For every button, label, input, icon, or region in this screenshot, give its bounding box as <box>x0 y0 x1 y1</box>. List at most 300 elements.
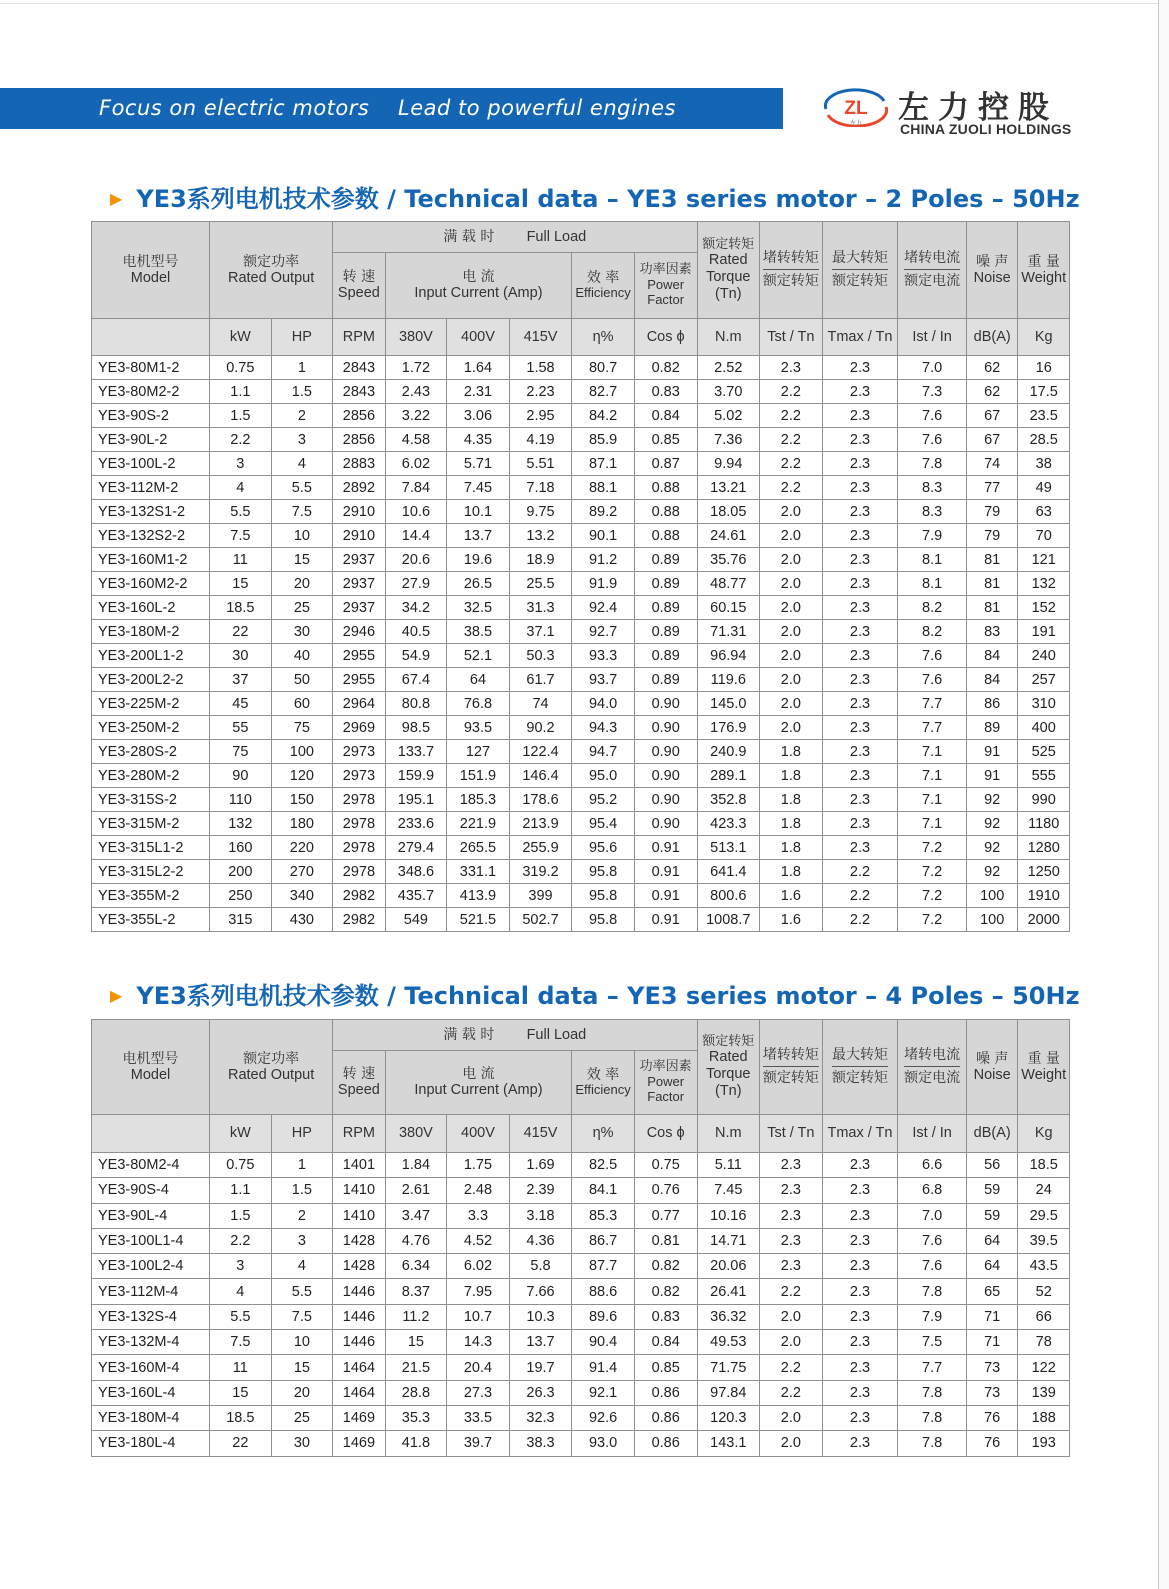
value-cell: 2978 <box>333 860 385 884</box>
value-cell: 525 <box>1018 740 1070 764</box>
table-row <box>92 1405 1070 1430</box>
value-cell: 2.0 <box>760 668 823 692</box>
value-cell: 7.2 <box>898 836 967 860</box>
table-row <box>92 548 1070 572</box>
unit-cell: N.m <box>697 319 760 356</box>
header-model: 电机型号 Model <box>92 1020 210 1115</box>
value-cell: 13.7 <box>509 1330 572 1355</box>
value-cell: 1.6 <box>760 908 823 932</box>
value-cell: 90.1 <box>572 524 635 548</box>
table-row <box>92 1431 1070 1456</box>
value-cell: 50 <box>271 668 333 692</box>
value-cell: 2982 <box>333 908 385 932</box>
table-row <box>92 428 1070 452</box>
value-cell: 132 <box>210 812 272 836</box>
value-cell: 2.3 <box>822 500 898 524</box>
value-cell: 23.5 <box>1018 404 1070 428</box>
value-cell: 555 <box>1018 764 1070 788</box>
value-cell: 2.0 <box>760 596 823 620</box>
value-cell: 90.4 <box>572 1330 635 1355</box>
value-cell: 5.02 <box>697 404 760 428</box>
table-row <box>92 1279 1070 1304</box>
table-row <box>92 1153 1070 1178</box>
value-cell: 5.5 <box>210 1304 272 1329</box>
value-cell: 7.2 <box>898 884 967 908</box>
value-cell: 88.6 <box>572 1279 635 1304</box>
header-max-torque: 最大转矩 额定转矩 <box>822 222 898 319</box>
value-cell: 132 <box>1018 572 1070 596</box>
value-cell: 0.75 <box>210 1153 272 1178</box>
model-cell: YE3-90S-4 <box>92 1178 210 1203</box>
value-cell: 1464 <box>333 1380 385 1405</box>
header-rated-output: 额定功率 Rated Output <box>210 222 333 319</box>
value-cell: 92.7 <box>572 620 635 644</box>
value-cell: 139 <box>1018 1380 1070 1405</box>
value-cell: 310 <box>1018 692 1070 716</box>
value-cell: 150 <box>271 788 333 812</box>
value-cell: 8.3 <box>898 476 967 500</box>
value-cell: 240.9 <box>697 740 760 764</box>
value-cell: 8.1 <box>898 548 967 572</box>
value-cell: 9.94 <box>697 452 760 476</box>
value-cell: 7.36 <box>697 428 760 452</box>
model-cell: YE3-132S2-2 <box>92 524 210 548</box>
value-cell: 7.84 <box>385 476 447 500</box>
value-cell: 1.58 <box>509 356 572 380</box>
model-cell: YE3-200L1-2 <box>92 644 210 668</box>
value-cell: 13.2 <box>509 524 572 548</box>
value-cell: 1.8 <box>760 812 823 836</box>
header-rated-torque: 额定转矩 Rated Torque (Tn) <box>697 1020 760 1115</box>
value-cell: 4.36 <box>509 1228 572 1253</box>
value-cell: 20.06 <box>697 1254 760 1279</box>
value-cell: 2.3 <box>822 1405 898 1430</box>
value-cell: 24.61 <box>697 524 760 548</box>
value-cell: 66 <box>1018 1304 1070 1329</box>
value-cell: 2.39 <box>509 1178 572 1203</box>
value-cell: 59 <box>966 1203 1017 1228</box>
value-cell: 1446 <box>333 1304 385 1329</box>
unit-cell: 415V <box>509 319 572 356</box>
value-cell: 30 <box>210 644 272 668</box>
value-cell: 0.90 <box>634 764 697 788</box>
value-cell: 6.02 <box>447 1254 510 1279</box>
value-cell: 2.3 <box>822 1380 898 1405</box>
value-cell: 86.7 <box>572 1228 635 1253</box>
value-cell: 27.9 <box>385 572 447 596</box>
value-cell: 93.5 <box>447 716 510 740</box>
value-cell: 0.75 <box>210 356 272 380</box>
value-cell: 71 <box>966 1304 1017 1329</box>
value-cell: 7.8 <box>898 1380 967 1405</box>
value-cell: 7.5 <box>210 1330 272 1355</box>
value-cell: 7.9 <box>898 1304 967 1329</box>
value-cell: 62 <box>966 356 1017 380</box>
value-cell: 15 <box>210 1380 272 1405</box>
company-logo <box>822 82 1082 140</box>
value-cell: 121 <box>1018 548 1070 572</box>
value-cell: 48.77 <box>697 572 760 596</box>
value-cell: 2978 <box>333 788 385 812</box>
value-cell: 5.71 <box>447 452 510 476</box>
model-cell: YE3-160M-4 <box>92 1355 210 1380</box>
table-row <box>92 572 1070 596</box>
value-cell: 61.7 <box>509 668 572 692</box>
value-cell: 0.89 <box>634 620 697 644</box>
value-cell: 233.6 <box>385 812 447 836</box>
value-cell: 2.3 <box>822 716 898 740</box>
value-cell: 79 <box>966 524 1017 548</box>
value-cell: 7.1 <box>898 764 967 788</box>
model-cell: YE3-100L-2 <box>92 452 210 476</box>
value-cell: 73 <box>966 1355 1017 1380</box>
value-cell: 0.90 <box>634 716 697 740</box>
value-cell: 0.84 <box>634 404 697 428</box>
value-cell: 2.2 <box>760 380 823 404</box>
section-title-4-poles <box>110 980 1080 1012</box>
value-cell: 25 <box>271 596 333 620</box>
value-cell: 2.2 <box>760 452 823 476</box>
value-cell: 49.53 <box>697 1330 760 1355</box>
value-cell: 91 <box>966 764 1017 788</box>
table-row <box>92 908 1070 932</box>
value-cell: 122.4 <box>509 740 572 764</box>
value-cell: 641.4 <box>697 860 760 884</box>
data-table-2-poles <box>91 221 1070 932</box>
value-cell: 84.2 <box>572 404 635 428</box>
units-row <box>92 1115 1070 1153</box>
value-cell: 110 <box>210 788 272 812</box>
value-cell: 39.7 <box>447 1431 510 1456</box>
value-cell: 91.9 <box>572 572 635 596</box>
header-locked-rotor-current: 堵转电流 额定电流 <box>898 1020 967 1115</box>
value-cell: 89 <box>966 716 1017 740</box>
triangle-bullet-icon: ▶ <box>110 986 123 1005</box>
value-cell: 3.22 <box>385 404 447 428</box>
header-locked-rotor-current: 堵转电流 额定电流 <box>898 222 967 319</box>
value-cell: 352.8 <box>697 788 760 812</box>
value-cell: 2982 <box>333 884 385 908</box>
value-cell: 71.75 <box>697 1355 760 1380</box>
value-cell: 160 <box>210 836 272 860</box>
value-cell: 0.83 <box>634 380 697 404</box>
value-cell: 11.2 <box>385 1304 447 1329</box>
table-row <box>92 1203 1070 1228</box>
value-cell: 340 <box>271 884 333 908</box>
value-cell: 2.2 <box>822 884 898 908</box>
model-cell: YE3-132S-4 <box>92 1304 210 1329</box>
value-cell: 6.34 <box>385 1254 447 1279</box>
value-cell: 176.9 <box>697 716 760 740</box>
model-cell: YE3-315M-2 <box>92 812 210 836</box>
table-body <box>92 1153 1070 1457</box>
model-cell: YE3-90S-2 <box>92 404 210 428</box>
model-cell: YE3-90L-4 <box>92 1203 210 1228</box>
table-row <box>92 524 1070 548</box>
value-cell: 1446 <box>333 1330 385 1355</box>
value-cell: 28.5 <box>1018 428 1070 452</box>
header-full-load: 满 载 时 Full Load <box>333 1020 697 1051</box>
value-cell: 17.5 <box>1018 380 1070 404</box>
header-weight: 重 量 Weight <box>1018 222 1070 319</box>
zl-logo-icon <box>822 87 890 127</box>
value-cell: 67 <box>966 404 1017 428</box>
banner-slogan: Focus on electric motors Lead to powerful engines <box>99 96 676 120</box>
model-cell: YE3-315S-2 <box>92 788 210 812</box>
value-cell: 0.77 <box>634 1203 697 1228</box>
value-cell: 4 <box>210 476 272 500</box>
value-cell: 15 <box>385 1330 447 1355</box>
value-cell: 7.0 <box>898 356 967 380</box>
value-cell: 221.9 <box>447 812 510 836</box>
table-row <box>92 1355 1070 1380</box>
value-cell: 220 <box>271 836 333 860</box>
unit-cell: Ist / In <box>898 319 967 356</box>
value-cell: 54.9 <box>385 644 447 668</box>
value-cell: 3 <box>271 428 333 452</box>
value-cell: 2 <box>271 404 333 428</box>
value-cell: 67 <box>966 428 1017 452</box>
value-cell: 1469 <box>333 1405 385 1430</box>
value-cell: 82.5 <box>572 1153 635 1178</box>
unit-cell: HP <box>271 319 333 356</box>
value-cell: 2.43 <box>385 380 447 404</box>
value-cell: 7.2 <box>898 860 967 884</box>
value-cell: 2.3 <box>760 1228 823 1253</box>
value-cell: 93.3 <box>572 644 635 668</box>
value-cell: 2.2 <box>210 1228 272 1253</box>
unit-cell: 400V <box>447 1115 510 1153</box>
value-cell: 2.3 <box>822 452 898 476</box>
value-cell: 38.3 <box>509 1431 572 1456</box>
value-cell: 2.3 <box>760 1254 823 1279</box>
value-cell: 70 <box>1018 524 1070 548</box>
value-cell: 92.4 <box>572 596 635 620</box>
value-cell: 2937 <box>333 596 385 620</box>
value-cell: 2.3 <box>822 1431 898 1456</box>
value-cell: 1.84 <box>385 1153 447 1178</box>
value-cell: 146.4 <box>509 764 572 788</box>
value-cell: 0.89 <box>634 548 697 572</box>
value-cell: 120 <box>271 764 333 788</box>
value-cell: 5.5 <box>210 500 272 524</box>
value-cell: 200 <box>210 860 272 884</box>
value-cell: 2.3 <box>822 1330 898 1355</box>
value-cell: 2 <box>271 1203 333 1228</box>
value-cell: 15 <box>210 572 272 596</box>
value-cell: 7.0 <box>898 1203 967 1228</box>
value-cell: 1.1 <box>210 380 272 404</box>
value-cell: 87.7 <box>572 1254 635 1279</box>
value-cell: 3.3 <box>447 1203 510 1228</box>
value-cell: 3.18 <box>509 1203 572 1228</box>
table-row <box>92 860 1070 884</box>
value-cell: 81 <box>966 572 1017 596</box>
value-cell: 34.2 <box>385 596 447 620</box>
value-cell: 2883 <box>333 452 385 476</box>
header-locked-rotor-torque: 堵转转矩 额定转矩 <box>760 1020 823 1115</box>
header-input-current: 电 流 Input Current (Amp) <box>385 253 572 319</box>
logo-mark-subtext: 左力 <box>849 120 863 127</box>
value-cell: 2.2 <box>210 428 272 452</box>
value-cell: 0.89 <box>634 644 697 668</box>
table-row <box>92 740 1070 764</box>
model-cell: YE3-90L-2 <box>92 428 210 452</box>
value-cell: 2.3 <box>822 1228 898 1253</box>
value-cell: 91.2 <box>572 548 635 572</box>
value-cell: 91 <box>966 740 1017 764</box>
model-cell: YE3-355M-2 <box>92 884 210 908</box>
table-row <box>92 764 1070 788</box>
value-cell: 2.3 <box>822 692 898 716</box>
value-cell: 4.58 <box>385 428 447 452</box>
value-cell: 80.7 <box>572 356 635 380</box>
value-cell: 7.5 <box>271 1304 333 1329</box>
value-cell: 2978 <box>333 836 385 860</box>
value-cell: 36.32 <box>697 1304 760 1329</box>
model-cell: YE3-315L2-2 <box>92 860 210 884</box>
header-speed: 转 速 Speed <box>333 253 385 319</box>
value-cell: 0.91 <box>634 908 697 932</box>
header-full-load: 满 载 时 Full Load <box>333 222 697 253</box>
value-cell: 10.7 <box>447 1304 510 1329</box>
value-cell: 4.76 <box>385 1228 447 1253</box>
value-cell: 0.91 <box>634 884 697 908</box>
value-cell: 5.51 <box>509 452 572 476</box>
header-input-current: 电 流 Input Current (Amp) <box>385 1051 572 1115</box>
value-cell: 315 <box>210 908 272 932</box>
value-cell: 7.5 <box>271 500 333 524</box>
value-cell: 549 <box>385 908 447 932</box>
value-cell: 24 <box>1018 1178 1070 1203</box>
value-cell: 990 <box>1018 788 1070 812</box>
value-cell: 1.8 <box>760 836 823 860</box>
section-title-text: YE3系列电机技术参数 / Technical data – YE3 series motor – 2 Poles – 50Hz <box>136 185 1080 213</box>
value-cell: 180 <box>271 812 333 836</box>
value-cell: 4.35 <box>447 428 510 452</box>
value-cell: 0.90 <box>634 812 697 836</box>
table-row <box>92 1228 1070 1253</box>
value-cell: 60 <box>271 692 333 716</box>
unit-cell: Cos ϕ <box>634 319 697 356</box>
model-cell: YE3-160M2-2 <box>92 572 210 596</box>
value-cell: 0.90 <box>634 740 697 764</box>
value-cell: 100 <box>966 908 1017 932</box>
header-locked-rotor-torque: 堵转转矩 额定转矩 <box>760 222 823 319</box>
header-model: 电机型号 Model <box>92 222 210 319</box>
section-title-text: YE3系列电机技术参数 / Technical data – YE3 series motor – 4 Poles – 50Hz <box>136 982 1080 1010</box>
unit-cell: Ist / In <box>898 1115 967 1153</box>
model-cell: YE3-100L1-4 <box>92 1228 210 1253</box>
value-cell: 2.2 <box>760 1380 823 1405</box>
value-cell: 86 <box>966 692 1017 716</box>
value-cell: 0.84 <box>634 1330 697 1355</box>
value-cell: 5.11 <box>697 1153 760 1178</box>
value-cell: 52 <box>1018 1279 1070 1304</box>
value-cell: 75 <box>271 716 333 740</box>
value-cell: 55 <box>210 716 272 740</box>
table-row <box>92 812 1070 836</box>
table-row <box>92 452 1070 476</box>
table-row <box>92 1254 1070 1279</box>
value-cell: 2.3 <box>822 596 898 620</box>
model-cell: YE3-225M-2 <box>92 692 210 716</box>
value-cell: 3.47 <box>385 1203 447 1228</box>
value-cell: 423.3 <box>697 812 760 836</box>
company-name-cn: 左力控股 <box>898 90 1058 126</box>
value-cell: 1.75 <box>447 1153 510 1178</box>
value-cell: 1401 <box>333 1153 385 1178</box>
value-cell: 193 <box>1018 1431 1070 1456</box>
value-cell: 11 <box>210 548 272 572</box>
value-cell: 1 <box>271 1153 333 1178</box>
value-cell: 255.9 <box>509 836 572 860</box>
value-cell: 7.8 <box>898 1279 967 1304</box>
value-cell: 2856 <box>333 404 385 428</box>
value-cell: 1.8 <box>760 740 823 764</box>
value-cell: 185.3 <box>447 788 510 812</box>
value-cell: 2955 <box>333 644 385 668</box>
value-cell: 188 <box>1018 1405 1070 1430</box>
value-cell: 28.8 <box>385 1380 447 1405</box>
value-cell: 2.3 <box>822 404 898 428</box>
value-cell: 38 <box>1018 452 1070 476</box>
value-cell: 2.0 <box>760 548 823 572</box>
value-cell: 9.75 <box>509 500 572 524</box>
value-cell: 49 <box>1018 476 1070 500</box>
value-cell: 348.6 <box>385 860 447 884</box>
value-cell: 2.0 <box>760 1304 823 1329</box>
model-cell: YE3-80M2-4 <box>92 1153 210 1178</box>
value-cell: 1.8 <box>760 860 823 884</box>
value-cell: 0.91 <box>634 860 697 884</box>
value-cell: 2.2 <box>760 428 823 452</box>
table-row <box>92 1178 1070 1203</box>
value-cell: 1446 <box>333 1279 385 1304</box>
value-cell: 60.15 <box>697 596 760 620</box>
value-cell: 5.5 <box>271 1279 333 1304</box>
value-cell: 100 <box>271 740 333 764</box>
value-cell: 1410 <box>333 1203 385 1228</box>
value-cell: 94.7 <box>572 740 635 764</box>
value-cell: 133.7 <box>385 740 447 764</box>
value-cell: 93.0 <box>572 1431 635 1456</box>
value-cell: 521.5 <box>447 908 510 932</box>
value-cell: 74 <box>966 452 1017 476</box>
value-cell: 1250 <box>1018 860 1070 884</box>
value-cell: 1464 <box>333 1355 385 1380</box>
value-cell: 92 <box>966 788 1017 812</box>
value-cell: 7.95 <box>447 1279 510 1304</box>
value-cell: 7.9 <box>898 524 967 548</box>
value-cell: 2.3 <box>822 572 898 596</box>
value-cell: 92 <box>966 836 1017 860</box>
model-cell: YE3-280M-2 <box>92 764 210 788</box>
value-cell: 1.5 <box>271 380 333 404</box>
value-cell: 2.3 <box>822 1355 898 1380</box>
value-cell: 26.3 <box>509 1380 572 1405</box>
value-cell: 0.75 <box>634 1153 697 1178</box>
value-cell: 2.3 <box>822 668 898 692</box>
value-cell: 2.23 <box>509 380 572 404</box>
units-row <box>92 319 1070 356</box>
value-cell: 2.95 <box>509 404 572 428</box>
value-cell: 64 <box>966 1228 1017 1253</box>
value-cell: 2.0 <box>760 716 823 740</box>
value-cell: 4 <box>210 1279 272 1304</box>
value-cell: 3 <box>210 1254 272 1279</box>
value-cell: 2.3 <box>760 356 823 380</box>
